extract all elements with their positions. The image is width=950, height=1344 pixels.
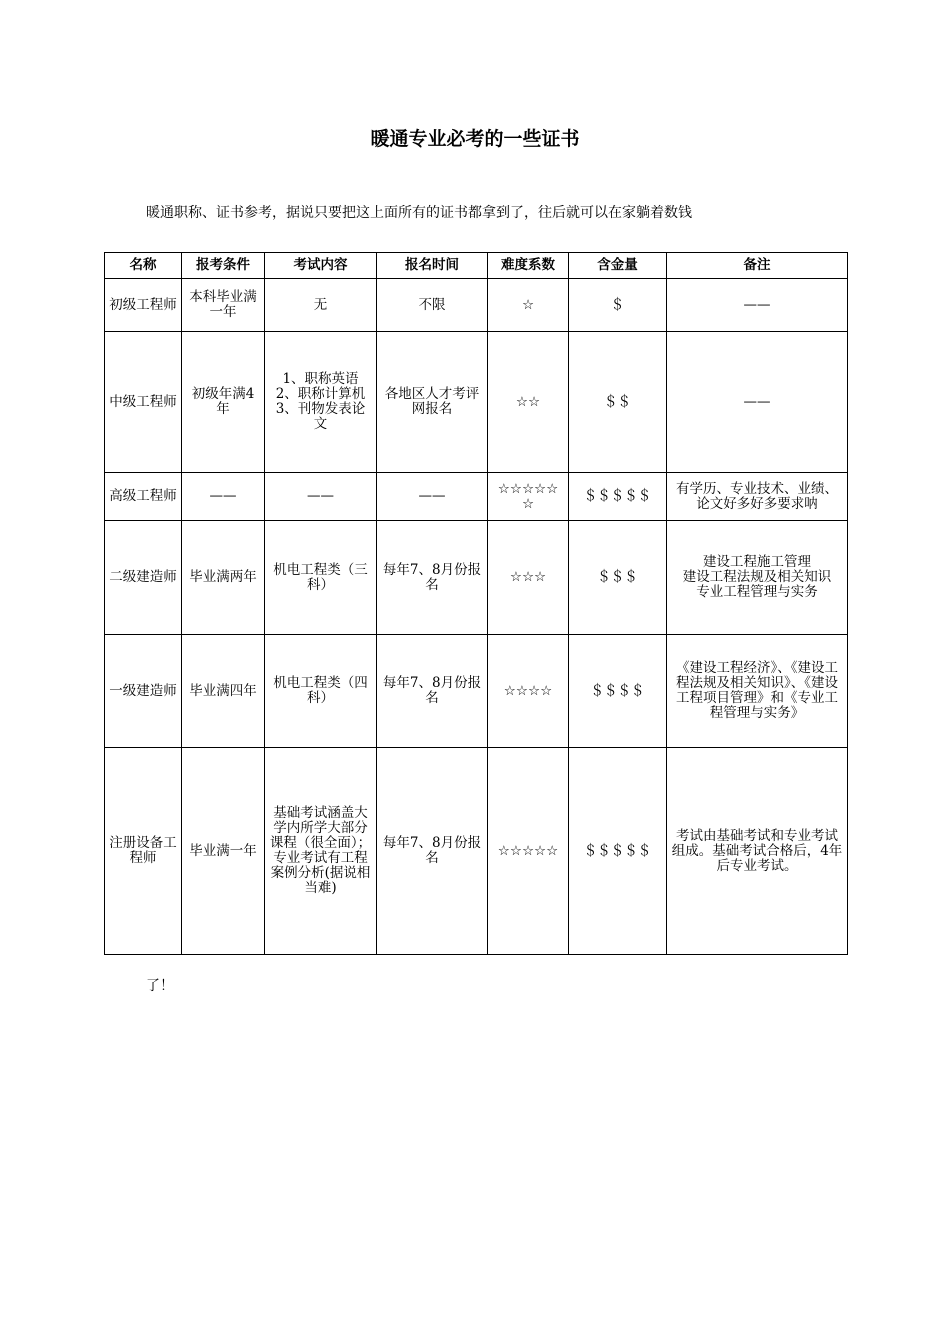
cell-condition: 本科毕业满一年: [182, 279, 265, 332]
table-row: [105, 521, 848, 635]
cell-content-line: 机电工程类（四科）: [273, 675, 368, 706]
cell-condition: 初级年满4年: [182, 332, 265, 473]
cell-value: ＄＄＄: [569, 521, 667, 635]
cell-content-line: 2、职称计算机: [275, 386, 366, 402]
cell-name: 二级建造师: [105, 521, 182, 635]
cell-difficulty: ☆☆☆☆☆: [488, 748, 569, 955]
cell-note-line: 专业工程管理与实务: [696, 584, 818, 600]
cell-note-line: 建设工程法规及相关知识: [682, 569, 832, 585]
cell-time: 每年7、8月份报名: [377, 635, 488, 748]
cell-difficulty: ☆☆☆☆: [488, 635, 569, 748]
cell-content: [265, 473, 377, 521]
cell-value: ＄＄＄＄＄: [569, 473, 667, 521]
cell-name: 初级工程师: [105, 279, 182, 332]
cell-note-line: 考试由基础考试和专业考试组成。基础考试合格后，4年后专业考试。: [671, 827, 843, 874]
cell-content: [265, 635, 377, 748]
cell-content: [265, 748, 377, 955]
cell-content-line: 无: [313, 296, 328, 313]
cell-name: 高级工程师: [105, 473, 182, 521]
cell-content-line: 基础考试涵盖大学内所学大部分课程（很全面）；: [269, 805, 372, 851]
document-title: 暖通专业必考的一些证书: [370, 128, 580, 150]
cell-value: ＄＄＄＄: [569, 635, 667, 748]
cell-difficulty: ☆☆☆☆☆☆: [488, 473, 569, 521]
cell-time: 每年7、8月份报名: [377, 521, 488, 635]
cell-content-line: 3、刊物发表论文: [275, 401, 366, 432]
cell-note: [667, 748, 848, 955]
table-row: [105, 332, 848, 473]
cell-difficulty: ☆: [488, 279, 569, 332]
cell-condition: ——: [182, 473, 265, 521]
header-note: 备注: [667, 253, 848, 279]
cell-value: ＄: [569, 279, 667, 332]
cell-time: 各地区人才考评网报名: [377, 332, 488, 473]
cell-content-line: 机电工程类（三科）: [273, 561, 368, 593]
cell-note-line: 建设工程施工管理: [703, 554, 811, 570]
cell-condition: 毕业满四年: [182, 635, 265, 748]
cell-content: [265, 332, 377, 473]
cell-note: [667, 332, 848, 473]
cell-name: 注册设备工程师: [105, 748, 182, 955]
header-time: 报名时间: [377, 253, 488, 279]
header-content: 考试内容: [265, 253, 377, 279]
header-difficulty: 难度系数: [488, 253, 569, 279]
table-row: [105, 279, 848, 332]
cell-note-line: ——: [743, 296, 771, 313]
cell-note-line: ——: [743, 393, 771, 410]
cell-note: [667, 521, 848, 635]
header-condition: 报考条件: [182, 253, 265, 279]
cell-note-line: 《建设工程经济》、《建设工程法规及相关知识》、《建设工程项目管理》和《专业工程管理与实务》: [676, 660, 838, 721]
cell-name: 一级建造师: [105, 635, 182, 748]
table-row: [105, 473, 848, 521]
cell-difficulty: ☆☆☆: [488, 521, 569, 635]
cell-time: ——: [377, 473, 488, 521]
cell-content: [265, 521, 377, 635]
cell-content: [265, 279, 377, 332]
intro-paragraph: 暖通职称、证书参考，据说只要把这上面所有的证书都拿到了，往后就可以在家躺着数钱: [146, 205, 692, 221]
cell-value: ＄＄＄＄＄: [569, 748, 667, 955]
table-body: [105, 279, 848, 955]
table-header-row: [105, 253, 848, 279]
cell-content-line: ——: [307, 488, 334, 504]
cell-note: [667, 279, 848, 332]
cell-condition: 毕业满一年: [182, 748, 265, 955]
cell-time: 每年7、8月份报名: [377, 748, 488, 955]
header-name: 名称: [105, 253, 182, 279]
table-row: [105, 635, 848, 748]
cell-note: [667, 473, 848, 521]
table-row: [105, 748, 848, 955]
cell-condition: 毕业满两年: [182, 521, 265, 635]
cell-content-line: 专业考试有工程案例分析(据说相当难): [270, 850, 371, 896]
certificate-table: [104, 252, 848, 955]
cell-note-line: 有学历、专业技术、业绩、论文好多好多要求呐: [676, 480, 838, 512]
cell-difficulty: ☆☆: [488, 332, 569, 473]
cell-note: [667, 635, 848, 748]
header-value: 含金量: [569, 253, 667, 279]
cell-time: 不限: [377, 279, 488, 332]
cell-value: ＄＄: [569, 332, 667, 473]
cell-name: 中级工程师: [105, 332, 182, 473]
closing-text: 了！: [146, 978, 174, 994]
cell-content-line: 1、职称英语: [282, 371, 359, 387]
